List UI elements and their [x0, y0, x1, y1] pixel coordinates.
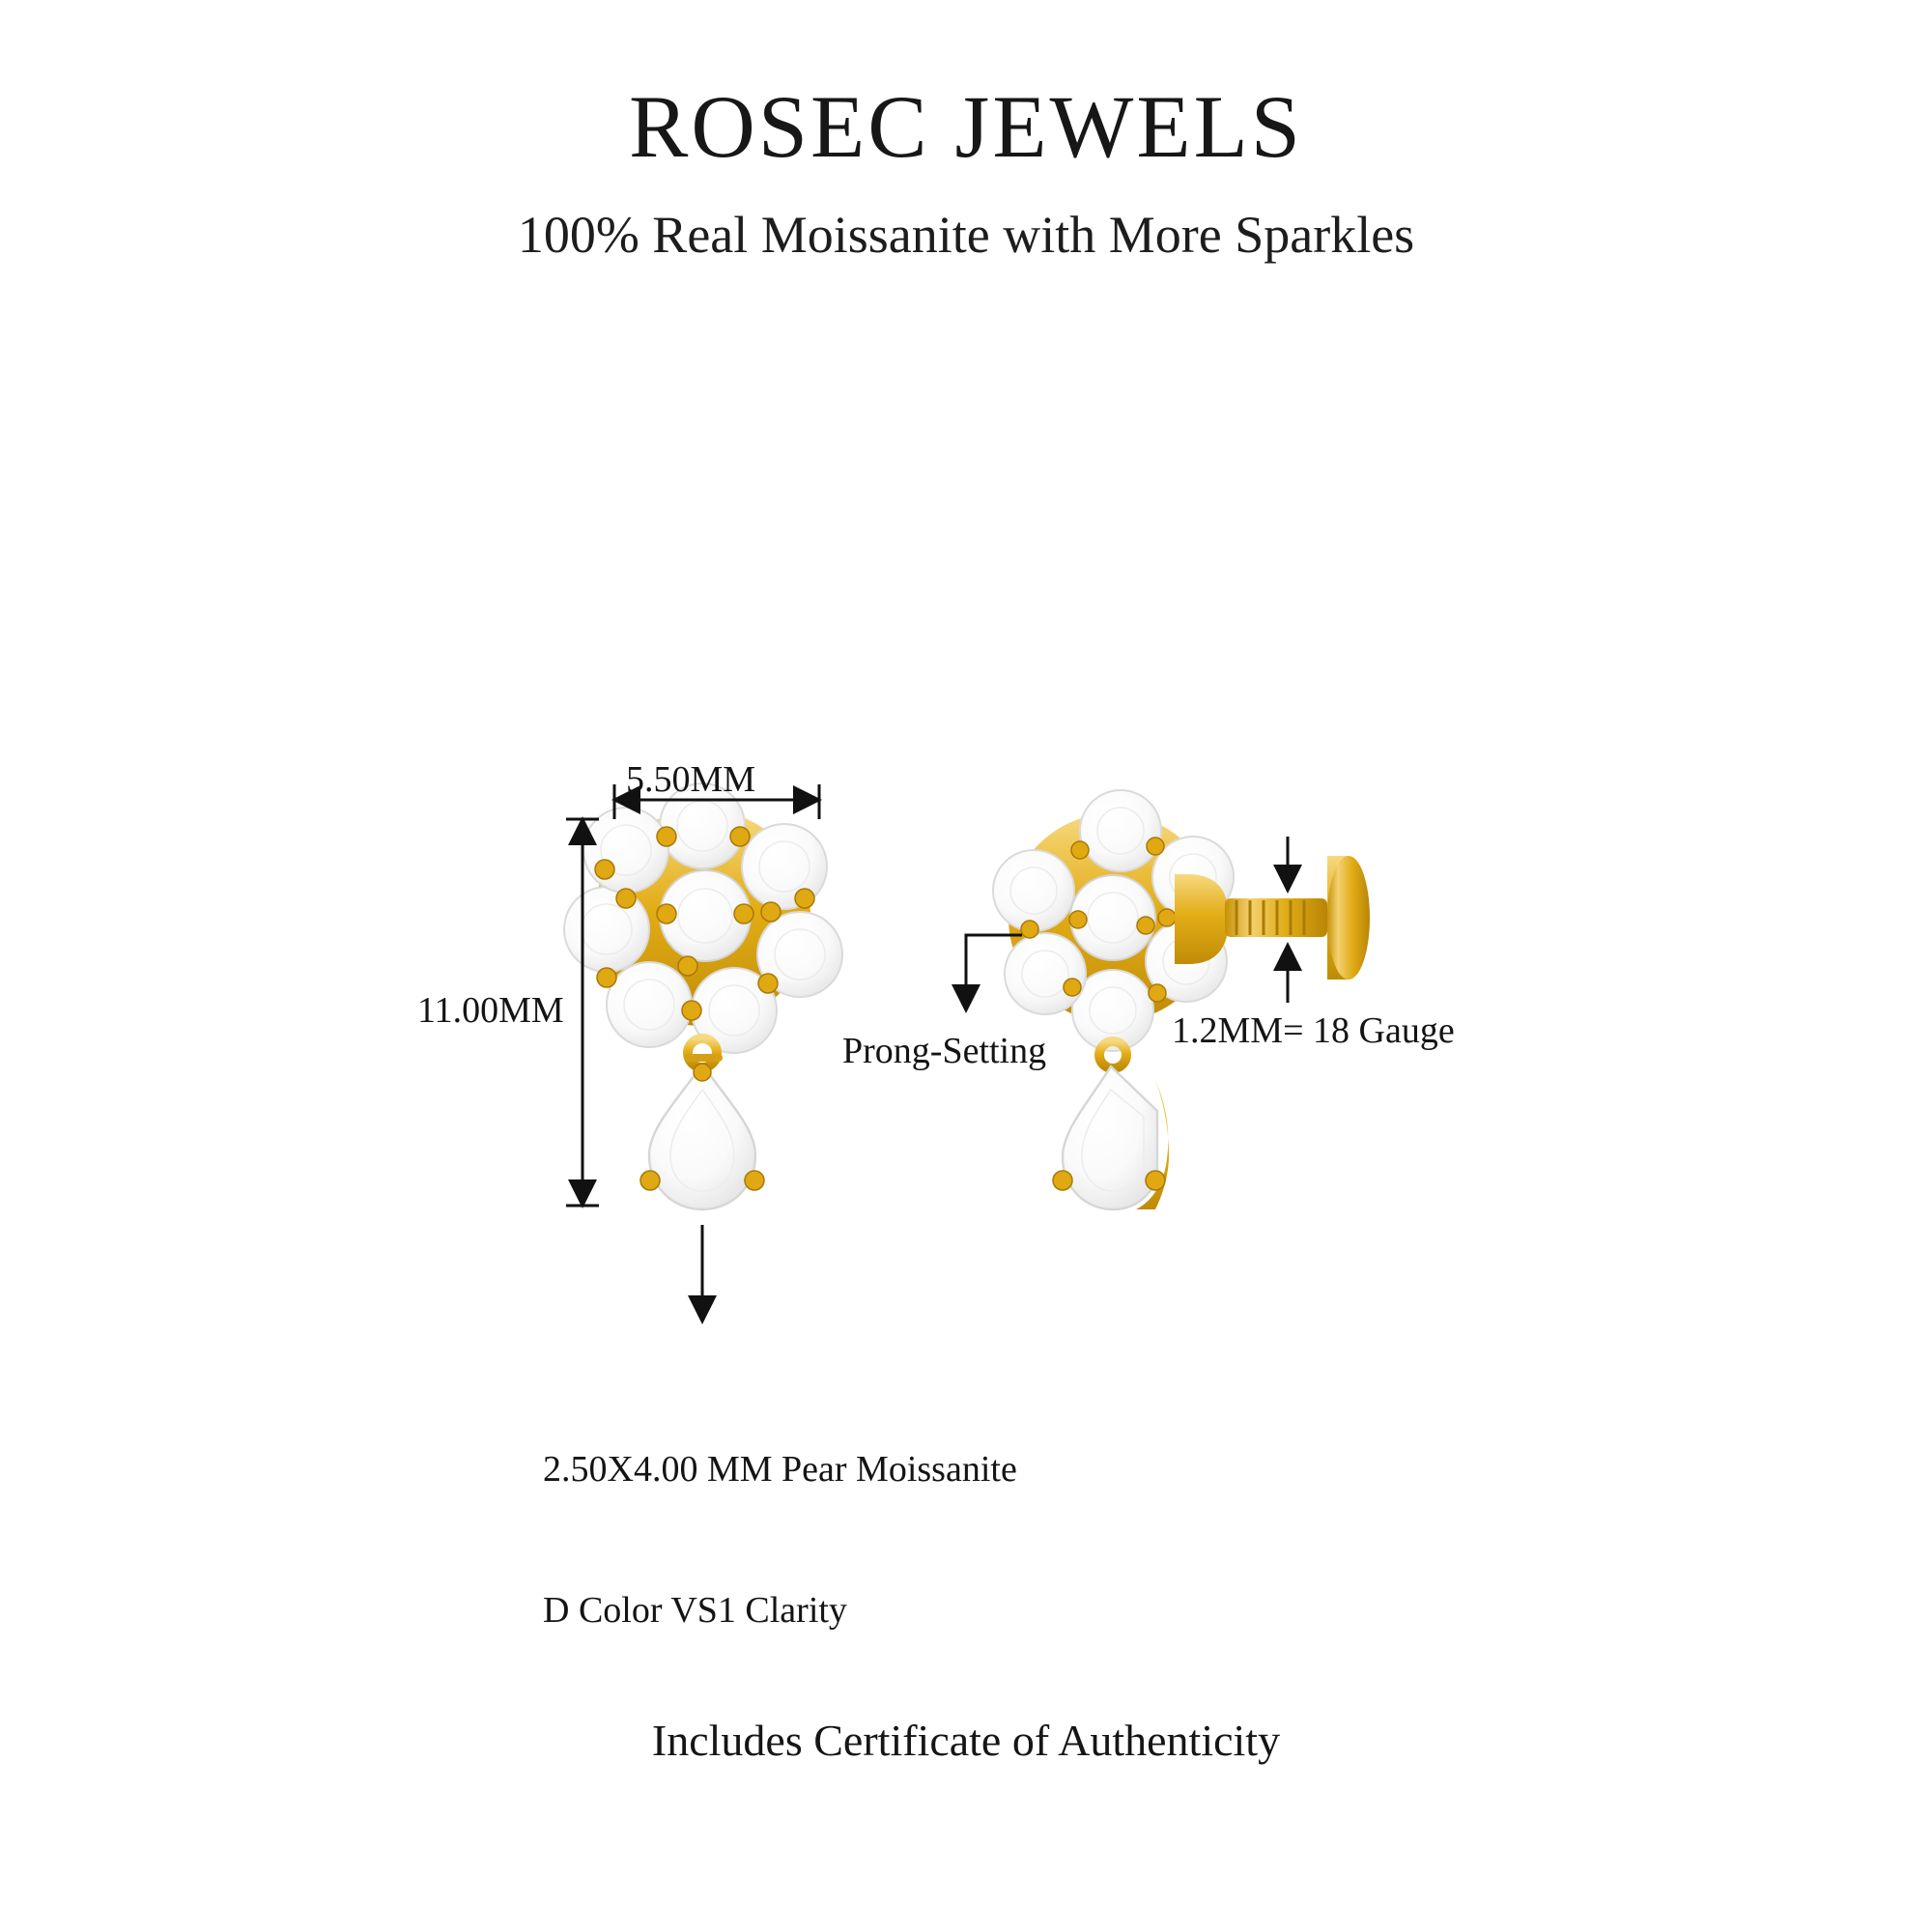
stone-spec-line-2: D Color VS1 Clarity [543, 1590, 847, 1632]
flat-back-disc [1327, 856, 1370, 980]
stone-spec-label [543, 1352, 1017, 1728]
front-view-earring [564, 783, 842, 1209]
prong-setting-label: Prong-Setting [842, 1031, 1047, 1071]
front-pear-stone [649, 1065, 755, 1209]
page-title: ROSEC JEWELS [629, 77, 1303, 176]
width-dimension-label: 5.50MM [626, 759, 756, 800]
side-view-earring [993, 790, 1370, 1209]
height-dimension-label: 11.00MM [417, 990, 564, 1031]
front-cluster-stones [564, 783, 842, 1053]
stone-spec-line-1: 2.50X4.00 MM Pear Moissanite [543, 1449, 1017, 1491]
page-subtitle: 100% Real Moissanite with More Sparkles [517, 206, 1415, 264]
gauge-label: 1.2MM= 18 Gauge [1172, 1010, 1455, 1051]
certificate-note: Includes Certificate of Authenticity [651, 1716, 1281, 1765]
